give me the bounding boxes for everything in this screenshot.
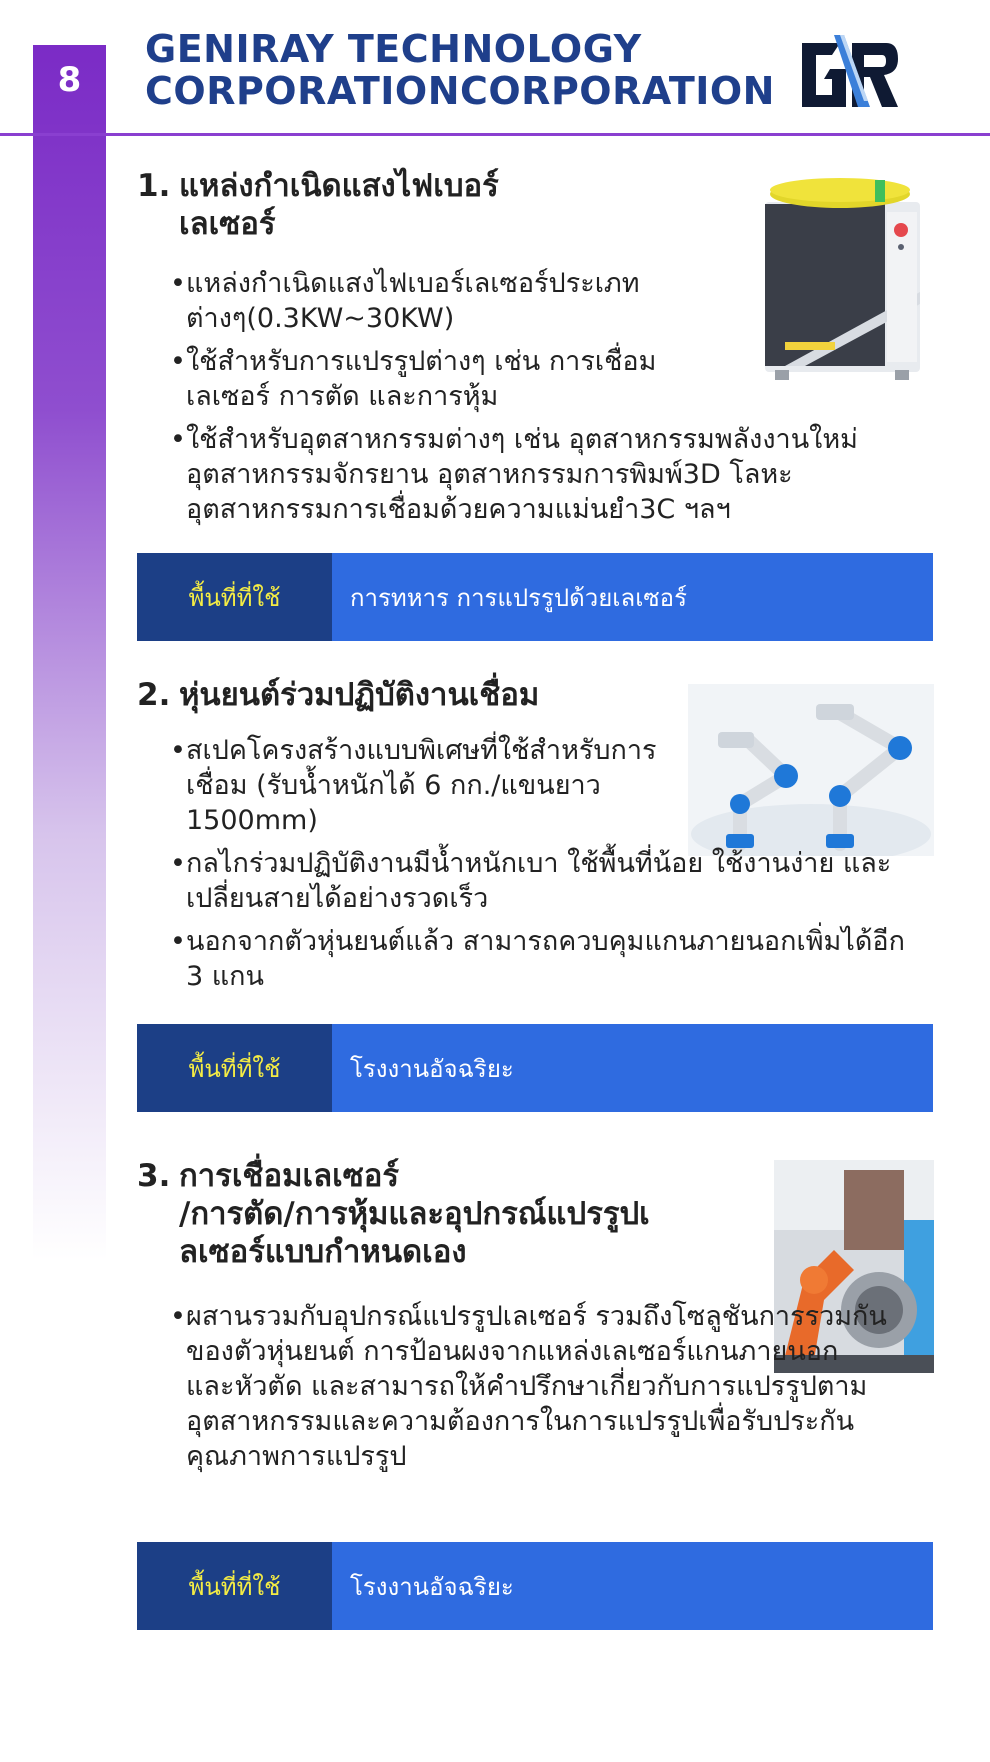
- section-1-application-bar: [137, 553, 933, 641]
- company-logo: [800, 35, 900, 115]
- section-1-bullet: • ใช้สำหรับการแปรรูปต่างๆ เช่น การเชื่อมเลเซอร์ การตัด และการหุ้ม: [170, 344, 721, 414]
- section-1-number: 1.: [137, 168, 171, 204]
- company-name-line1: GENIRAY TECHNOLOGY: [145, 27, 642, 71]
- section-3-bullet: • ผสานรวมกับอุปกรณ์แปรรูปเลเซอร์ รวมถึงโซลูชันการรวมกันของตัวหุ่นยนต์ การป้อนผงจากแหล่งเลเซอร์แกนภายนอก และหัวตัด และสามารถให้คำปรึกษาเกี่ยวกับการแปรรูปตามอุตสาหกรรมและความต้องการในการแปรรูปเพื่อรับประกันคุณภาพการแปรรูป: [170, 1299, 890, 1474]
- section-3-application-bar: [137, 1542, 933, 1630]
- section-3-bullets: [170, 1299, 890, 1482]
- sidebar-gradient: [33, 45, 106, 1260]
- company-name: [145, 28, 775, 112]
- section-2-application-bar: [137, 1024, 933, 1112]
- section-1-bullet: • แหล่งกำเนิดแสงไฟเบอร์เลเซอร์ประเภทต่างๆ(0.3KW~30KW): [170, 266, 721, 336]
- section-3-title-line1: การเชื่อมเลเซอร์: [179, 1158, 400, 1194]
- section-2-bullets: [170, 733, 930, 1002]
- section-1-title: [137, 167, 499, 243]
- application-area-label: พื้นที่ที่ใช้: [137, 1024, 332, 1112]
- section-2-bullet: • สเปคโครงสร้างแบบพิเศษที่ใช้สำหรับการเชื่อม (รับน้ำหนักได้ 6 กก./แขนยาว 1500mm): [170, 733, 666, 838]
- section-2-number: 2.: [137, 677, 171, 713]
- section-1-bullets: [170, 266, 930, 535]
- application-area-label: พื้นที่ที่ใช้: [137, 553, 332, 641]
- section-2-bullet: • นอกจากตัวหุ่นยนต์แล้ว สามารถควบคุมแกนภายนอกเพิ่มได้อีก 3 แกน: [170, 924, 930, 994]
- company-name-line2: CORPORATIONCORPORATION: [145, 69, 775, 113]
- header-divider: [0, 133, 990, 136]
- section-1-title-line2: เลเซอร์: [179, 206, 276, 242]
- application-area-value: โรงงานอัจฉริยะ: [332, 1542, 933, 1630]
- section-3-number: 3.: [137, 1158, 171, 1194]
- application-area-value: การทหาร การแปรรูปด้วยเลเซอร์: [332, 553, 933, 641]
- application-area-label: พื้นที่ที่ใช้: [137, 1542, 332, 1630]
- section-2-bullet: • กลไกร่วมปฏิบัติงานมีน้ำหนักเบา ใช้พื้นที่น้อย ใช้งานง่าย และเปลี่ยนสายได้อย่างรวดเร็ว: [170, 846, 930, 916]
- section-3-title-line3: ลเซอร์แบบกำหนดเอง: [179, 1234, 467, 1270]
- section-3-title-line2: /การตัด/การหุ้มและอุปกรณ์แปรรูปเ: [179, 1196, 650, 1232]
- application-area-value: โรงงานอัจฉริยะ: [332, 1024, 933, 1112]
- section-1-bullet: • ใช้สำหรับอุตสาหกรรมต่างๆ เช่น อุตสาหกรรมพลังงานใหม่ อุตสาหกรรมจักรยาน อุตสาหกรรมการพิมพ์3D โลหะ อุตสาหกรรมการเชื่อมด้วยความแม่นยำ3C ฯลฯ: [170, 422, 930, 527]
- section-1-title-line1: แหล่งกำเนิดแสงไฟเบอร์: [179, 168, 499, 204]
- page-number: 8: [57, 60, 82, 100]
- section-3-title: [137, 1157, 650, 1271]
- section-2-title: [137, 676, 539, 714]
- section-2-title-line1: หุ่นยนต์ร่วมปฏิบัติงานเชื่อม: [179, 677, 540, 713]
